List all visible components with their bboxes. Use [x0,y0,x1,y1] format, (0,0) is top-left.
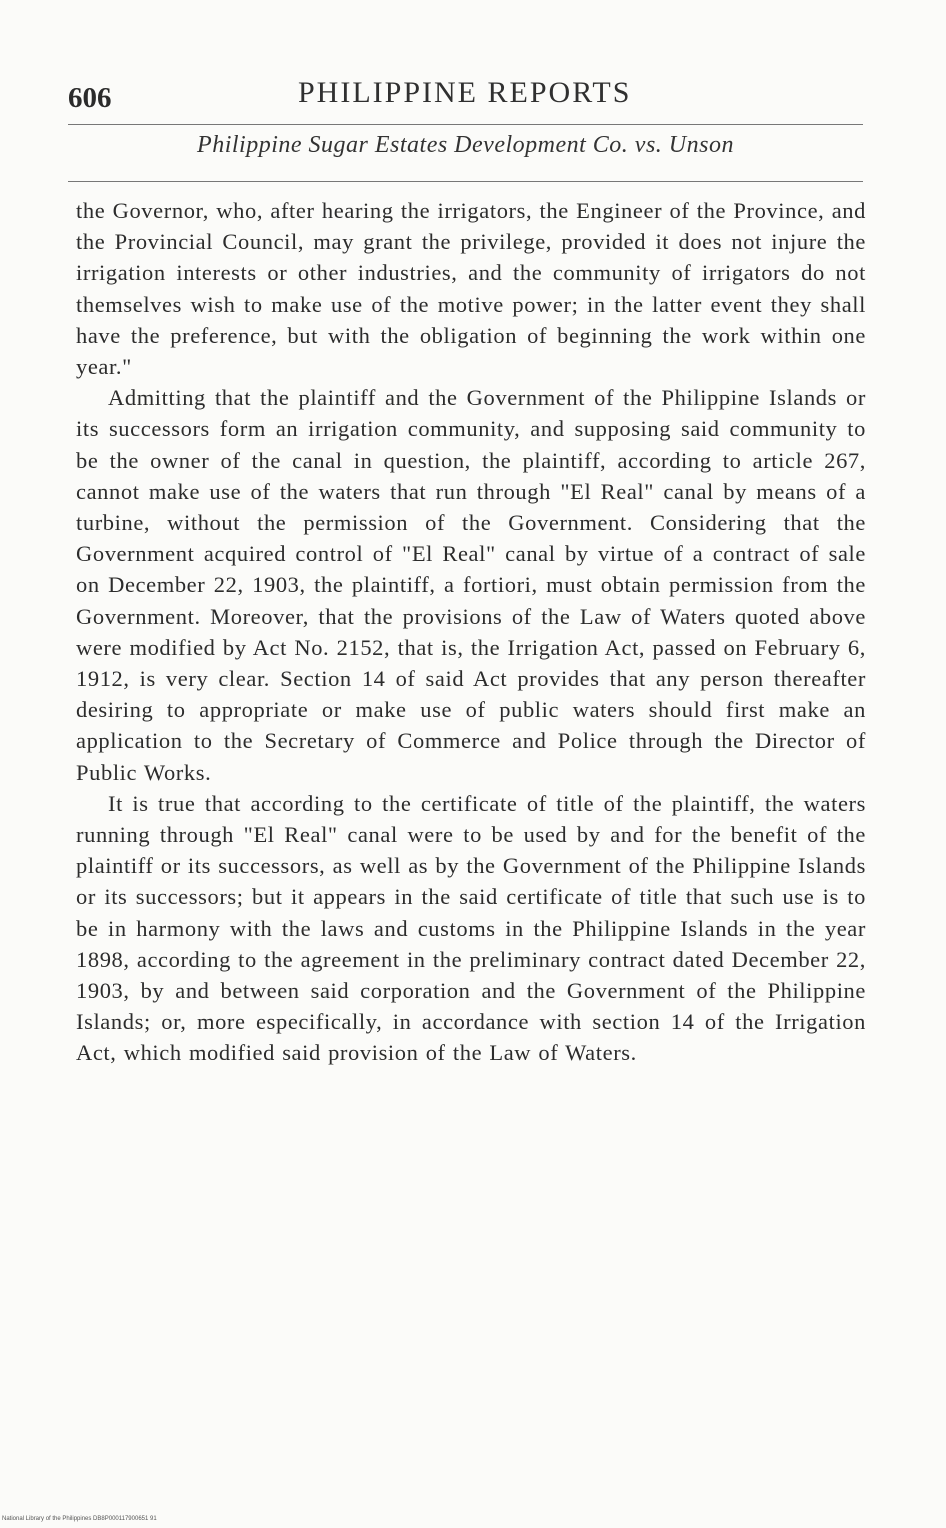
footer-stamp: National Library of the Philippines DB8P000117900651 91 [2,1516,157,1522]
page-header [68,70,863,130]
header-rule-bottom [68,181,863,182]
body-text [76,195,866,1069]
page-number: 606 [68,82,112,114]
case-title: Philippine Sugar Estates Development Co. vs. Unson [197,132,734,158]
running-head: PHILIPPINE REPORTS [298,76,632,109]
paragraph-1: the Governor, who, after hearing the irrigators, the Engineer of the Province, and the Provincial Council, may grant the privilege, provided it does not injure the irrigation interests or other industries, and the community of irrigators do not themselves wish to make use of the motive power; in the latter event they shall have the preference, but with the obligation of beginning the work within one year." [76,198,866,380]
header-rule-top [68,124,863,125]
paragraph-3: It is true that according to the certificate of title of the plaintiff, the waters running through "El Real" canal were to be used by and for the benefit of the plaintiff or its successors, as well as by the Government of the Philippine Islands or its successors; but it appears in the said certificate of title that such use is to be in harmony with the laws and customs in the Philippine Islands in the year 1898, according to the agreement in the preliminary contract dated December 22, 1903, by and between said corporation and the Government of the Philippine Islands; or, more especifically, in accordance with section 14 of the Irrigation Act, which modified said provision of the Law of Waters. [76,790,866,1066]
paragraph-2: Admitting that the plaintiff and the Government of the Philippine Islands or its successors form an irrigation community, and supposing said community to be the owner of the canal in question, the plaintiff, according to article 267, cannot make use of the waters that run through "El Real" canal by means of a turbine, without the permission of the Government. Considering that the Government acquired control of "El Real" canal by virtue of a contract of sale on December 22, 1903, the plaintiff, a fortiori, must obtain permission from the Government. Moreover, that the provisions of the Law of Waters quoted above were modified by Act No. 2152, that is, the Irrigation Act, passed on February 6, 1912, is very clear. Section 14 of said Act provides that any person thereafter desiring to appropriate or make use of public waters should first make an application to the Secretary of Commerce and Police through the Director of Public Works. [76,385,866,785]
